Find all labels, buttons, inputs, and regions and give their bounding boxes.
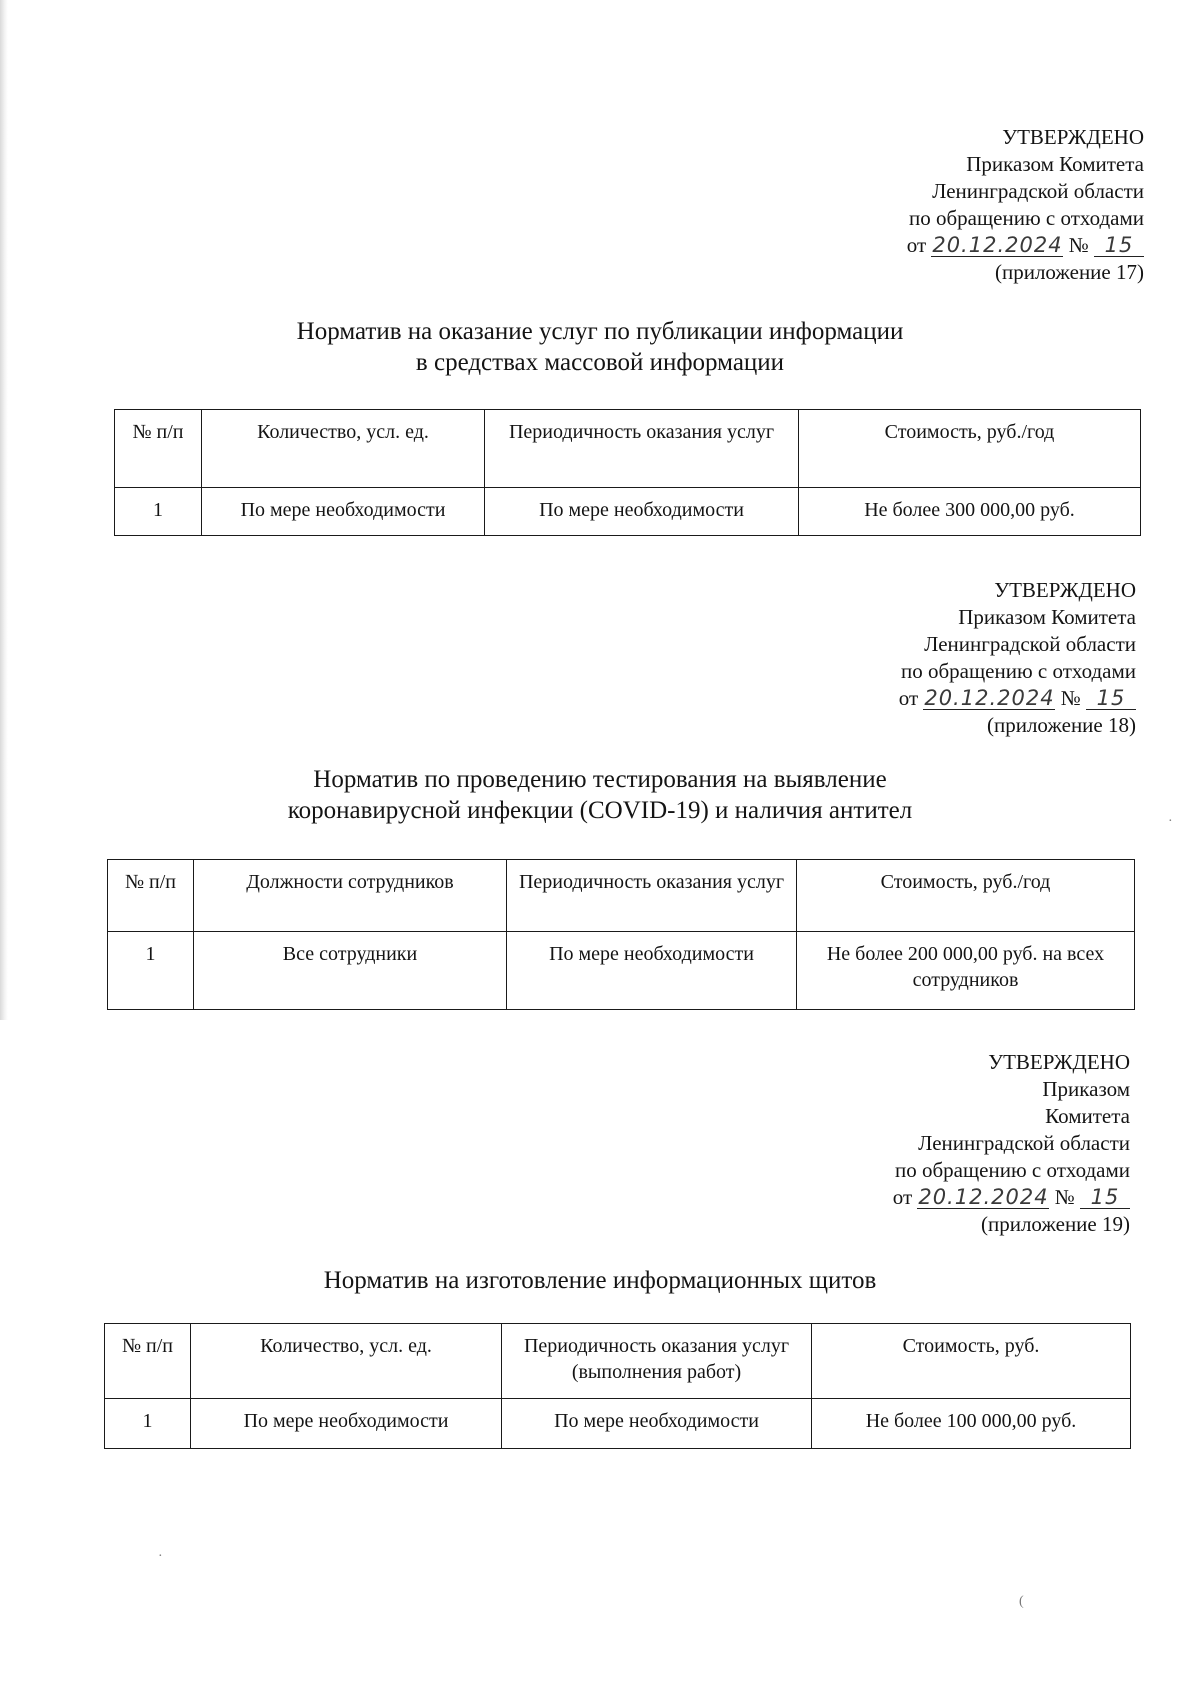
approval-date-line xyxy=(907,232,1144,259)
approval-date-line xyxy=(899,685,1136,712)
header-cell: Стоимость, руб./год xyxy=(799,410,1141,488)
title-line: Норматив на оказание услуг по публикации информации xyxy=(296,318,904,345)
approval-date-line xyxy=(893,1184,1130,1211)
norm-table-19 xyxy=(104,1323,1131,1449)
number-sign: № xyxy=(1068,233,1089,257)
approval-line: Приказом Комитета xyxy=(958,605,1136,629)
approval-line: Приказом Комитета xyxy=(966,152,1144,176)
title-line: в средствах массовой информации xyxy=(415,349,785,376)
approval-line: Ленинградской области xyxy=(918,1131,1130,1155)
approval-stamp-19 xyxy=(893,1049,1130,1238)
table-row xyxy=(115,488,1141,536)
table-header-row xyxy=(115,410,1141,488)
approval-line: Ленинградской области xyxy=(924,632,1136,656)
header-cell: № п/п xyxy=(115,410,202,488)
appendix-label: (приложение 17) xyxy=(994,260,1144,284)
table-row xyxy=(108,932,1135,1010)
date-prefix: от xyxy=(898,686,919,710)
header-cell: № п/п xyxy=(108,860,194,932)
header-cell: Периодичность оказания услуг (выполнения работ) xyxy=(502,1324,812,1399)
table-cell: Не более 200 000,00 руб. на всех сотрудников xyxy=(797,932,1135,1010)
approval-line: Ленинградской области xyxy=(932,179,1144,203)
approval-line: по обращению с отходами xyxy=(895,1158,1130,1182)
approval-heading: УТВЕРЖДЕНО xyxy=(988,1050,1130,1074)
number-sign: № xyxy=(1060,686,1081,710)
norm-table-17 xyxy=(114,409,1141,536)
table-row xyxy=(105,1399,1131,1449)
header-cell: Должности сотрудников xyxy=(194,860,507,932)
handwritten-date: 20.12.2024 xyxy=(918,1185,1049,1209)
date-prefix: от xyxy=(906,233,927,257)
table-cell: Не более 100 000,00 руб. xyxy=(812,1399,1131,1449)
table-cell: Не более 300 000,00 руб. xyxy=(799,488,1141,536)
table-cell: 1 xyxy=(108,932,194,1010)
approval-stamp-18 xyxy=(899,577,1136,739)
header-cell: Периодичность оказания услуг xyxy=(507,860,797,932)
table-header-row xyxy=(105,1324,1131,1399)
header-cell: № п/п xyxy=(105,1324,191,1399)
header-cell: Стоимость, руб. xyxy=(812,1324,1131,1399)
appendix-label: (приложение 19) xyxy=(980,1212,1130,1236)
table-cell: По мере необходимости xyxy=(202,488,485,536)
table-cell: Все сотрудники xyxy=(194,932,507,1010)
scan-edge-shadow xyxy=(0,0,8,1020)
scan-speck: · xyxy=(158,1549,163,1564)
approval-line: по обращению с отходами xyxy=(909,206,1144,230)
scan-speck: ( xyxy=(1019,1594,1024,1609)
handwritten-number: 15 xyxy=(1094,234,1144,257)
date-prefix: от xyxy=(892,1185,913,1209)
table-cell: По мере необходимости xyxy=(191,1399,502,1449)
title-line: Норматив по проведению тестирования на выявление xyxy=(313,766,887,793)
section-title-18 xyxy=(0,764,1200,826)
approval-line: Приказом xyxy=(1042,1077,1130,1101)
approval-line: по обращению с отходами xyxy=(901,659,1136,683)
handwritten-number: 15 xyxy=(1086,687,1136,710)
appendix-label: (приложение 18) xyxy=(986,713,1136,737)
section-title-19 xyxy=(0,1265,1200,1296)
table-header-row xyxy=(108,860,1135,932)
header-cell: Периодичность оказания услуг xyxy=(485,410,799,488)
section-title-17 xyxy=(0,316,1200,378)
number-sign: № xyxy=(1054,1185,1075,1209)
table-cell: По мере необходимости xyxy=(502,1399,812,1449)
table-cell: 1 xyxy=(115,488,202,536)
header-cell: Стоимость, руб./год xyxy=(797,860,1135,932)
header-cell: Количество, усл. ед. xyxy=(202,410,485,488)
approval-heading: УТВЕРЖДЕНО xyxy=(994,578,1136,602)
norm-table-18 xyxy=(107,859,1135,1010)
scan-speck: · xyxy=(1168,814,1173,829)
handwritten-date: 20.12.2024 xyxy=(924,686,1055,710)
approval-line: Комитета xyxy=(1045,1104,1130,1128)
table-cell: По мере необходимости xyxy=(485,488,799,536)
header-cell: Количество, усл. ед. xyxy=(191,1324,502,1399)
title-line: Норматив на изготовление информационных щитов xyxy=(323,1267,877,1294)
approval-stamp-17 xyxy=(907,124,1144,286)
table-cell: 1 xyxy=(105,1399,191,1449)
title-line: коронавирусной инфекции (COVID-19) и наличия антител xyxy=(287,797,913,824)
approval-heading: УТВЕРЖДЕНО xyxy=(1002,125,1144,149)
handwritten-number: 15 xyxy=(1080,1186,1130,1209)
handwritten-date: 20.12.2024 xyxy=(932,233,1063,257)
table-cell: По мере необходимости xyxy=(507,932,797,1010)
